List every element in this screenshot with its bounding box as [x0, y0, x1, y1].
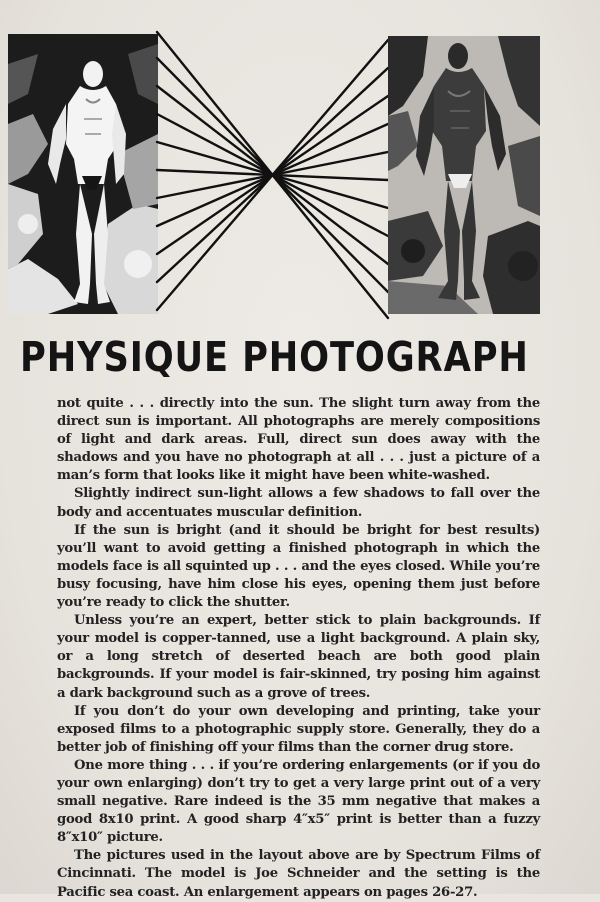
paragraph-1: not quite . . . directly into the sun. The slight turn away from the direct sun is important. All photographs are merely compositions of light and dark areas. Full, direct sun does away with the shadows and you have no photograph at all . . . just a picture of a man’s form that looks like it might have been white-washed. [57, 396, 540, 484]
paragraph-4: Unless you’re an expert, better stick to plain backgrounds. If your model is copper-tanned, use a light background. A plain sky, or a long stretch of deserted beach are both good plain backgrounds. If your model is fair-skinned, try posing him against a dark background such as a grove of trees. [57, 613, 540, 701]
article-body [57, 395, 540, 902]
bodybuilder-photo-right [388, 36, 540, 314]
article-headline: PHYSIQUE PHOTOGRAPH [20, 333, 529, 381]
paragraph-6: One more thing . . . if you’re ordering enlargements (or if you do your own enlarging) don’t try to get a very large print out of a very small negative. Rare indeed is the 35 mm negative that makes a good 8x10 print. A good sharp 4″x5″ print is better than a fuzzy 8″x10″ picture. [57, 757, 540, 846]
paragraph-3: If the sun is bright (and it should be bright for best results) you’ll want to avoid getting a finished photograph in which the models face is all squinted up . . . and the eyes closed. While you’re busy focusing, have him close his eyes, opening them just before you’re ready to click the shutter. [57, 522, 540, 611]
paragraph-2: Slightly indirect sun-light allows a few shadows to fall over the body and accentuates muscular definition. [57, 486, 540, 520]
negative-photo-left [8, 34, 158, 314]
paragraph-5: If you don’t do your own developing and printing, take your exposed films to a photographic supply store. Generally, they do a better job of finishing off your films than the corner drug store. [57, 703, 540, 755]
paragraph-7: The pictures used in the layout above are by Spectrum Films of Cincinnati. The model is Joe Schneider and the setting is the Pacific sea coast. An enlargement appears on pages 26-27. [57, 848, 540, 900]
radiating-lines-graphic [155, 30, 390, 320]
